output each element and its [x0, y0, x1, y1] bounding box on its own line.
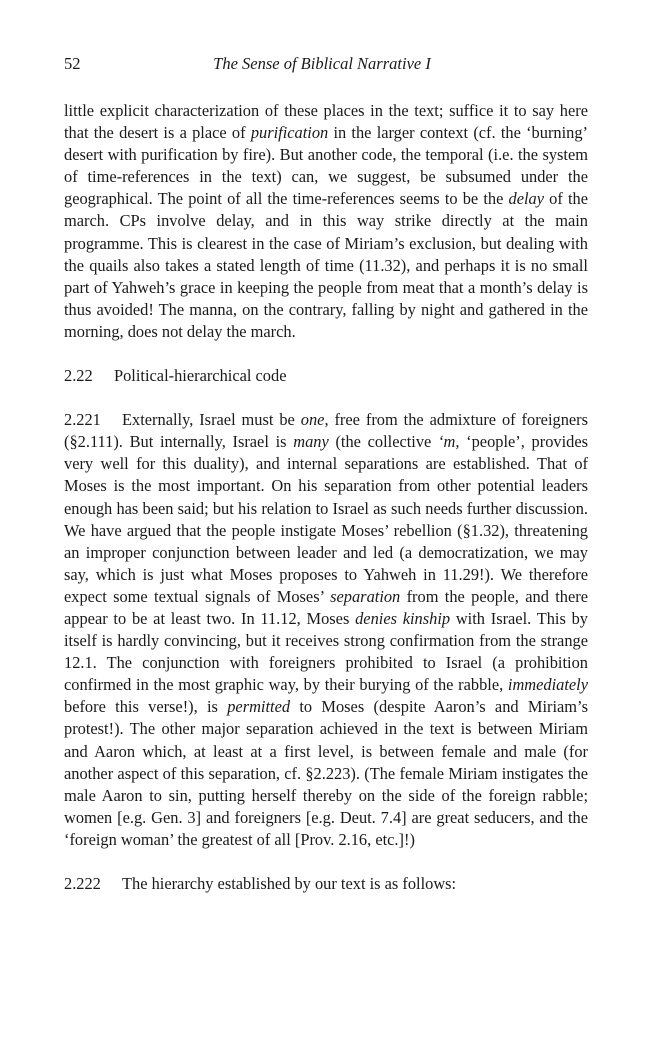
emphasis-many: many — [293, 432, 329, 452]
section-heading — [64, 365, 588, 387]
text-run: (the collective — [328, 432, 439, 452]
paragraph-geographical-code — [64, 100, 588, 343]
emphasis-hebrew-term: ‘m, — [438, 432, 460, 452]
paragraph-2-222 — [64, 873, 588, 895]
emphasis-separation: separation — [330, 586, 401, 606]
emphasis-permitted: permitted — [227, 697, 291, 717]
paragraph-number: 2.221 — [64, 410, 101, 430]
text-run: from the people, and there appear to be at least two. In 11.12, Moses — [64, 586, 588, 628]
emphasis-denies-kinship: denies kinship — [355, 608, 451, 628]
page — [64, 54, 588, 895]
section-title: Political-hierarchical code — [114, 366, 287, 386]
emphasis-one: one — [300, 410, 325, 430]
page-header — [64, 54, 588, 80]
text-run: Externally, Israel must be — [122, 410, 301, 430]
emphasis-delay: delay — [508, 189, 545, 209]
paragraph-number: 2.222 — [64, 874, 101, 893]
paragraph-text: The hierarchy established by our text is as follows: — [122, 874, 457, 893]
paragraph-2-221 — [64, 409, 588, 851]
text-run: before this verse!), is — [64, 697, 228, 717]
text-run: of the march. CPs involve delay, and in this way strike directly at the main programme. This is clearest in the case of Miriam’s exclusion, but dealing with the quails also takes a stated length of time (11.32), and perhaps it is no small part of Yahweh’s grace in keeping the people from meat that a month’s delay is thus avoided! The manna, on the contrary, falling by night and gathered in the morning, does not delay the march. — [64, 189, 589, 341]
text-run: ‘people’, provides very well for this duality), and internal separations are established. That of Moses is the most important. On his separation from other potential leaders enough has been said; but his relation to Israel as such needs further discussion. We have argued that the people instigate Moses’ rebellion (§1.32), threatening an improper conjunction between leader and led (a democratization, we may say, which is just what Moses proposes to Yahweh in 11.29!). We therefore expect some textual signals of Moses’ — [64, 432, 589, 606]
text-run: with Israel. This by itself is hardly convincing, but it receives strong confirmation from the strange 12.1. The conjunction with foreigners prohibited to Israel (a prohibition confirmed in the most graphic way, by their burying of the rabble, — [64, 608, 588, 695]
text-run: to Moses (despite Aaron’s and Miriam’s protest!). The other major separation achieved in the text is between Miriam and Aaron which, at least at a first level, is between female and male (for another aspect of this separation, cf. §2.223). (The female Miriam instigates the male Aaron to sin, putting herself thereby on the side of the foreign rabble; women [e.g. Gen. 3] and foreigners [e.g. Deut. 7.4] are great seducers, and the ‘foreign woman’ the greatest of all [Prov. 2.16, etc.]!) — [64, 697, 588, 849]
page-number: 52 — [64, 54, 81, 73]
running-title: The Sense of Biblical Narrative I — [213, 54, 431, 73]
emphasis-immediately: immediately — [507, 675, 588, 695]
emphasis-purification: purification — [250, 123, 329, 143]
text-run: little explicit characterization of these places in the text; suffice it to say here that the desert is a place of — [64, 101, 588, 143]
text-run: in the larger context (cf. the ‘burning’ desert with purification by fire). But another code, the temporal (i.e. the system of time-references in the text) can, we suggest, be subsumed under the geographical. The point of all the time-references seems to be the — [64, 123, 589, 209]
text-run: , free from the admixture of foreigners (§2.111). But internally, Israel is — [64, 410, 588, 452]
section-number: 2.22 — [64, 366, 93, 386]
